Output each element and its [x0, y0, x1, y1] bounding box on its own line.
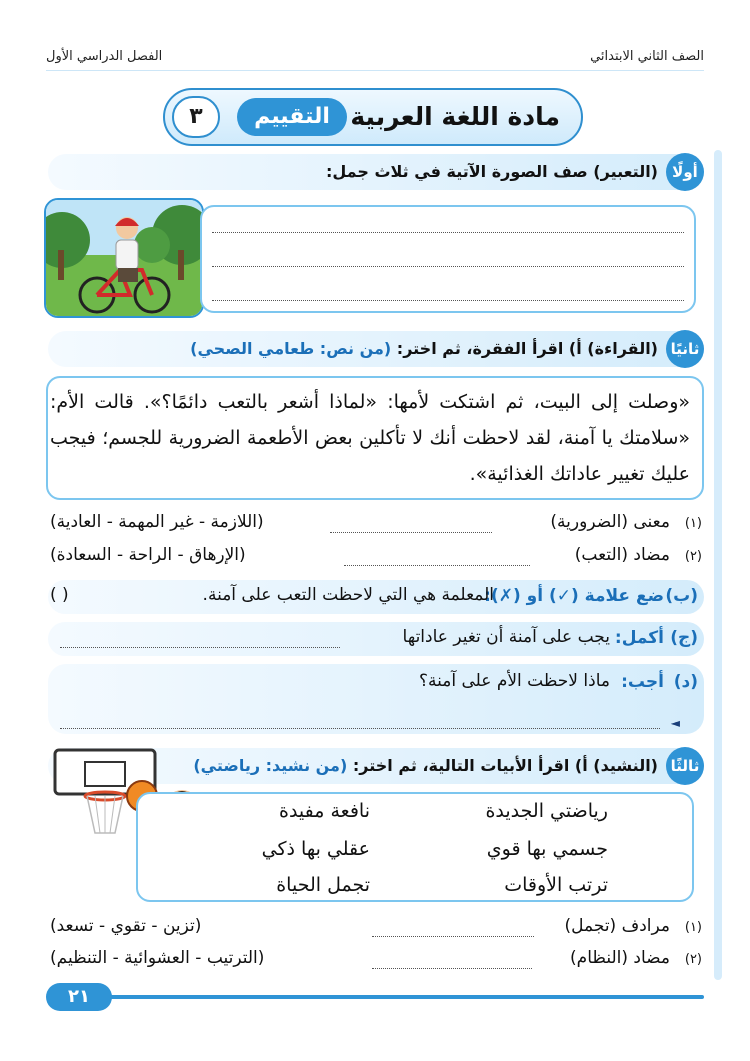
poem-line-2-left: عقلي بها ذكي	[261, 838, 370, 860]
section3-badge: ثالثًا	[666, 747, 704, 785]
writing-line-2[interactable]	[212, 266, 684, 267]
s3-q2-text: مضاد (النظام)	[570, 948, 670, 968]
section2-source: (من نص: طعامي الصحي)	[190, 339, 392, 358]
section3-title	[193, 756, 658, 775]
poem-line-3-right: ترتب الأوقات	[504, 874, 608, 896]
part-b-answer-bracket[interactable]: ( )	[50, 585, 69, 605]
grade-label: الصف الثاني الابتدائي	[590, 49, 704, 64]
q1-number: (١)	[684, 516, 702, 531]
assessment-number: ٣	[172, 96, 220, 138]
part-c-label: (ج)	[670, 628, 698, 648]
q2-text: مضاد (التعب)	[574, 545, 670, 565]
side-decoration	[714, 150, 722, 980]
part-d-arrow: ◄	[670, 716, 680, 730]
boy-bike-image	[44, 198, 204, 318]
s3-q1-number: (١)	[684, 920, 702, 935]
footer-line	[108, 995, 704, 999]
poem-line-1-left: نافعة مفيدة	[278, 800, 370, 822]
page-title: مادة اللغة العربية	[350, 102, 560, 131]
q1-options: (اللازمة - غير المهمة - العادية)	[50, 512, 264, 532]
s3-q1-options: (تزين - تقوي - تسعد)	[50, 916, 202, 936]
writing-box[interactable]	[200, 205, 696, 313]
section1-badge: أولًا	[666, 153, 704, 191]
q1-text: معنى (الضرورية)	[550, 512, 670, 532]
poem-panel	[136, 792, 694, 902]
part-b-instruction: ضع علامة (✓) أو (✗):	[484, 586, 664, 606]
section2-title-text: (القراءة) أ) اقرأ الفقرة، ثم اختر:	[396, 339, 658, 358]
writing-line-1[interactable]	[212, 232, 684, 233]
section2-badge: ثانيًا	[666, 330, 704, 368]
section3-title-text: (النشيد) أ) اقرأ الأبيات التالية، ثم اختر:	[352, 756, 658, 775]
poem-line-2-right: جسمي بها قوي	[486, 838, 608, 860]
q2-answer-line[interactable]	[344, 565, 530, 566]
poem-line-1-right: رياضتي الجديدة	[485, 800, 608, 822]
poem-line-3-left: تجمل الحياة	[276, 874, 370, 896]
s3-q1-answer-line[interactable]	[372, 936, 534, 937]
boy-bike-illustration	[44, 200, 202, 318]
section3-source: (من نشيد: رياضتي)	[193, 756, 348, 775]
section1-title: (التعبير) صف الصورة الآتية في ثلاث جمل:	[325, 162, 658, 181]
s3-q2-options: (الترتيب - العشوائية - التنظيم)	[50, 948, 265, 968]
q2-options: (الإرهاق - الراحة - السعادة)	[50, 545, 246, 565]
section2-title	[190, 339, 658, 358]
q1-answer-line[interactable]	[330, 532, 492, 533]
term-label: الفصل الدراسي الأول	[46, 49, 163, 64]
s3-q2-number: (٢)	[684, 952, 702, 967]
part-b-label: (ب)	[665, 586, 698, 606]
reading-paragraph: «وصلت إلى البيت، ثم اشتكت لأمها: «لماذا أشعر بالتعب دائمًا؟». قالت الأم: «سلامتك يا آمنة، لقد لاحظت أنك لا تأكلين بعض الأطعمة الضرورية للجسم؛ فيجب عليك تغيير عاداتك الغذائية».	[50, 391, 690, 485]
part-c-statement: يجب على آمنة أن تغير عاداتها	[402, 627, 610, 647]
part-d-answer-line[interactable]	[60, 728, 660, 729]
s3-q1-text: مرادف (تجمل)	[564, 916, 670, 936]
assessment-label: التقييم	[237, 98, 347, 136]
part-d-question: ماذا لاحظت الأم على آمنة؟	[418, 671, 610, 691]
page-number: ٢١	[46, 983, 112, 1011]
part-d-label: (د)	[673, 672, 698, 692]
s3-q2-answer-line[interactable]	[372, 968, 532, 969]
part-b-statement: المعلمة هي التي لاحظت التعب على آمنة.	[202, 585, 494, 605]
part-d-instruction: أجب:	[621, 672, 664, 692]
writing-line-3[interactable]	[212, 300, 684, 301]
part-c-instruction: أكمل:	[614, 628, 664, 648]
part-c-answer-line[interactable]	[60, 647, 340, 648]
q2-number: (٢)	[684, 549, 702, 564]
header-divider	[46, 70, 704, 71]
